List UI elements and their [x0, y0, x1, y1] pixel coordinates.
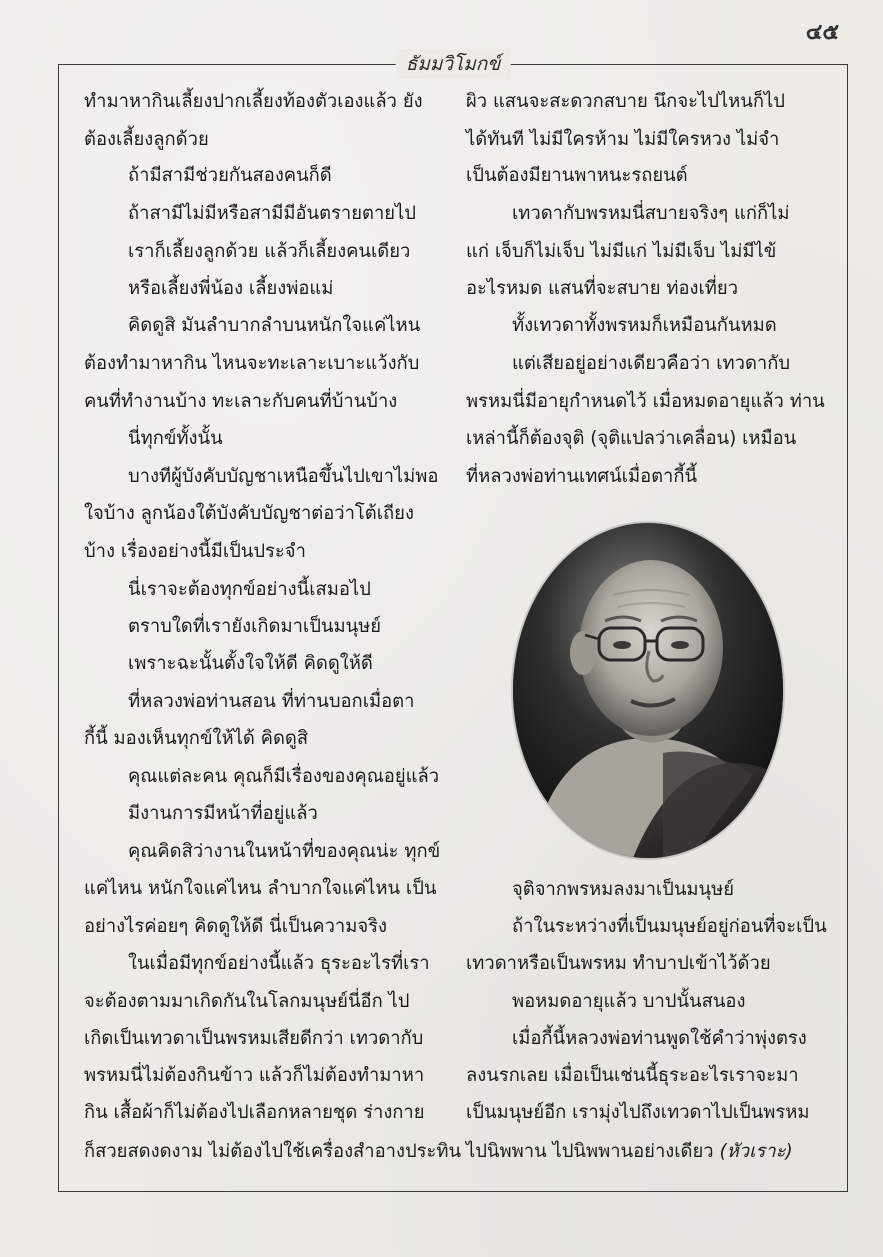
left-line-19: คุณแต่ละคน คุณก็มีเรื่องของคุณอยู่แล้ว	[128, 766, 440, 787]
right-line-5: แก่ เจ็บก็ไม่เจ็บ ไม่มีแก่ ไม่มีเจ็บ ไม่มีไข้	[466, 241, 777, 262]
right-line-1: ผิว แสนจะสะดวกสบาย นึกจะไปไหนก็ไป	[466, 91, 785, 112]
right-line-9: พรหมนี่มีอายุกำหนดไว้ เมื่อหมดอายุแล้ว ท่าน	[466, 391, 825, 412]
right-line-7: ทั้งเทวดาทั้งพรหมก็เหมือนกันหมด	[512, 315, 777, 336]
left-line-2: ต้องเลี้ยงลูกด้วย	[84, 129, 209, 150]
left-line-12: ใจบ้าง ลูกน้องใต้บังคับบัญชาต่อว่าโต้เถียง	[84, 503, 414, 524]
left-line-26: เกิดเป็นเทวดาเป็นพรหมเสียดีกว่า เทวดากับ	[84, 1028, 424, 1049]
left-line-24: ในเมื่อมีทุกข์อย่างนี้แล้ว ธุระอะไรที่เรา	[128, 953, 430, 974]
left-line-18: กี้นี้ มองเห็นทุกข์ให้ได้ คิดดูสิ	[84, 728, 309, 749]
right-line-11: ที่หลวงพ่อท่านเทศน์เมื่อตากี้นี้	[466, 466, 698, 487]
right-line-18-text: ไปนิพพาน ไปนิพพานอย่างเดียว	[466, 1141, 714, 1162]
left-line-17: ที่หลวงพ่อท่านสอน ที่ท่านบอกเมื่อตา	[128, 691, 415, 712]
right-line-12: ถ้าในระหว่างที่เป็นมนุษย์อยู่ก่อนที่จะเป็น	[512, 916, 827, 937]
right-line-17: เป็นมนุษย์อีก เรามุ่งไปถึงเทวดาไปเป็นพรหม	[466, 1102, 810, 1123]
right-line-8: แต่เสียอยู่อย่างเดียวคือว่า เทวดากับ	[512, 353, 791, 374]
laughter-note: (หัวเราะ)	[719, 1141, 793, 1162]
right-line-13: เทวดาหรือเป็นพรหม ทำบาปเข้าไว้ด้วย	[466, 953, 771, 974]
left-line-28: กิน เสื้อผ้าก็ไม่ต้องไปเลือกหลายชุด ร่างกาย	[84, 1102, 425, 1123]
left-line-23: อย่างไรค่อยๆ คิดดูให้ดี นี่เป็นความจริง	[84, 916, 387, 937]
right-line-10: เหล่านี้ก็ต้องจุติ (จุติแปลว่าเคลื่อน) เหมือน	[466, 428, 797, 449]
page-number: ๔๕	[805, 19, 839, 45]
left-line-20: มีงานการมีหน้าที่อยู่แล้ว	[128, 803, 318, 824]
monk-portrait-image	[513, 523, 783, 858]
left-line-13: บ้าง เรื่องอย่างนี้มีเป็นประจำ	[84, 541, 306, 562]
right-line-6: อะไรหมด แสนที่จะสบาย ท่องเที่ยว	[466, 278, 739, 299]
left-line-6: หรือเลี้ยงพี่น้อง เลี้ยงพ่อแม่	[128, 278, 334, 299]
left-line-25: จะต้องตามมาเกิดกันในโลกมนุษย์นี่อีก ไป	[84, 991, 410, 1012]
right-line-14: พอหมดอายุแล้ว บาปนั้นสนอง	[512, 991, 746, 1012]
left-line-8: ต้องทำมาหากิน ไหนจะทะเลาะเบาะแว้งกับ	[84, 353, 420, 374]
left-line-29: ก็สวยสดงดงาม ไม่ต้องไปใช้เครื่องสำอางประทิน	[84, 1141, 462, 1162]
left-line-3: ถ้ามีสามีช่วยกันสองคนก็ดี	[128, 165, 332, 186]
left-line-11: บางทีผู้บังคับบัญชาเหนือขึ้นไปเขาไม่พอ	[128, 466, 439, 487]
left-line-16: เพราะฉะนั้นตั้งใจให้ดี คิดดูให้ดี	[128, 653, 373, 674]
running-title: ธัมมวิโมกข์	[396, 49, 511, 79]
left-line-1: ทำมาหากินเลี้ยงปากเลี้ยงท้องตัวเองแล้ว ยัง	[84, 91, 423, 112]
right-line-3: เป็นต้องมียานพาหนะรถยนต์	[466, 165, 688, 186]
right-line-4: เทวดากับพรหมนี่สบายจริงๆ แก่ก็ไม่	[512, 203, 790, 224]
left-line-7: คิดดูสิ มันลำบากลำบนหนักใจแค่ไหน	[128, 315, 421, 336]
portrait-oval-frame	[513, 523, 783, 858]
monk-portrait-photo	[513, 523, 783, 858]
right-line-18	[466, 1140, 793, 1164]
right-line-2: ได้ทันที ไม่มีใครห้าม ไม่มีใครหวง ไม่จำ	[466, 129, 780, 150]
left-line-27: พรหมนี่ไม่ต้องกินข้าว แล้วก็ไม่ต้องทำมาหา	[84, 1065, 425, 1086]
left-line-15: ตราบใดที่เรายังเกิดมาเป็นมนุษย์	[128, 616, 382, 637]
left-line-10: นี่ทุกข์ทั้งนั้น	[128, 428, 223, 449]
left-line-9: คนที่ทำงานบ้าง ทะเลาะกับคนที่บ้านบ้าง	[84, 391, 398, 412]
left-line-22: แค่ไหน หนักใจแค่ไหน ลำบากใจแค่ไหน เป็น	[84, 878, 437, 899]
left-line-14: นี่เราจะต้องทุกข์อย่างนี้เสมอไป	[128, 579, 371, 600]
right-line-15: เมื่อกี้นี้หลวงพ่อท่านพูดใช้คำว่าพุ่งตรง	[512, 1028, 807, 1049]
right-line-16: ลงนรกเลย เมื่อเป็นเช่นนี้ธุระอะไรเราจะมา	[466, 1065, 799, 1086]
left-line-21: คุณคิดสิว่างานในหน้าที่ของคุณน่ะ ทุกข์	[128, 841, 441, 862]
photo-caption: จุติจากพรหมลงมาเป็นมนุษย์	[512, 879, 735, 900]
left-line-4: ถ้าสามีไม่มีหรือสามีมีอันตรายตายไป	[128, 203, 416, 224]
left-line-5: เราก็เลี้ยงลูกด้วย แล้วก็เลี้ยงคนเดียว	[128, 241, 411, 262]
